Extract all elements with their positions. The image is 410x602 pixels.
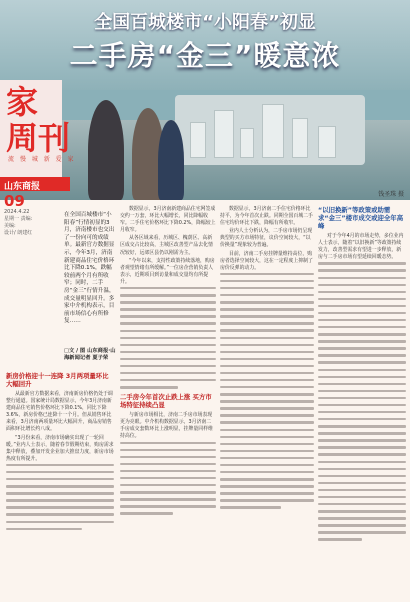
photo-credit: 钱圣珠 摄	[378, 191, 404, 198]
col3-paragraph: 业内人士分析认为，二手房市场仍呈现典型的买方市场特征，议价空间较大，“以价换量”现象较为普遍。	[220, 228, 313, 249]
col1-paragraph: “3月份来看，济南市场确实出现了一轮回暖。”业内人士表示，随着春节假期结束，购房需求集中释放，叠加开发企业加大推盘力度，新房市场热度有所提升。	[6, 434, 114, 462]
column-2	[120, 206, 216, 519]
issue-date-block	[4, 209, 64, 237]
lead-paragraph: 在全国百城楼市“小阳春”行情初显的3月，济南楼市也交出了一份向可的成绩单。最新官方数据显示，今年3月，济南新建商品住宅价格环比下降0.1%，跌幅较前两个月有所收窄；同时，二手房“金三”行情升温，成交量明显回升。多家中介机构表示，目前市场信心有所修复……	[64, 212, 115, 325]
model-building	[214, 110, 234, 158]
col3-heading: “以旧换新”等政策或助需求“金三”楼市成交或迎全年高峰	[318, 206, 404, 230]
model-building	[240, 128, 254, 158]
masthead-title-line: 家	[6, 83, 39, 121]
col1-paragraph: 从最新官方数据来看，济南新房价格仍处于调整行通道。国家统计局数据显示，今年3月济南新建商品住宅销售价格环比下降0.1%，同比下降3.6%，新房价格已连降十一个月。但从销售环比来看，3月济南两项量环比大幅回升，商品房销售面积环比增长约八成。	[6, 391, 113, 433]
col2-heading: 二手房今年首次止跌上涨 买方市场特征持续凸显	[120, 393, 212, 410]
col3-text-lines	[220, 273, 314, 509]
headline-kicker: 全国百城楼市“小阳春”初显	[94, 12, 316, 33]
model-building	[262, 104, 284, 158]
masthead-title-line: 周刊	[6, 119, 71, 157]
person-figure	[88, 100, 124, 200]
column-1	[6, 372, 114, 535]
col2-text-lines	[120, 442, 216, 515]
headline-main: 二手房“金三”暖意浓	[69, 39, 341, 72]
col2-paragraph: 与新房市场相比，济南二手房市场表现更为亮眼。中介机构数据显示，3月济南二手房成交套数环比上涨明显，挂牌量同样维持高位。	[120, 412, 213, 440]
person-figure	[158, 120, 184, 200]
model-building	[190, 122, 206, 158]
col2-paragraph: 数据显示，3月济南新建商品住宅网签成交约一万套，环比大幅增长，同比降幅收窄。二手住宅价格环比下降0.2%，降幅较上月收窄。	[120, 206, 216, 234]
col4-paragraph: 对于今年4月的市场走势，多位业内人士表示，随着“以旧换新”等政策持续发力，改善型需求有望进一步释放，新房与二手房市场有望延续回暖态势。	[318, 233, 404, 261]
column-4	[318, 206, 406, 546]
col2-text-lines	[120, 287, 216, 388]
col1-heading: 新房价格迎十一连降 3月两项量环比大幅回升	[6, 372, 109, 388]
col3-paragraph: 数据显示，3月济南二手住宅价格环比持平，为今年首次止跌。同期全国百城二手住宅均价环比下跌，降幅有所收窄。	[220, 206, 313, 227]
col2-paragraph: “今年以来，支持性政策持续落地，购房者观望情绪有所缓解。”一位房企营销负责人表示，近期项目到访量和成交量均有所提升。	[120, 257, 215, 285]
col2-paragraph: 从各区域来看，历城区、槐荫区、高新区成交占比较高，主城区改善型产品去化情况较好，远郊区县仍以刚需为主。	[120, 235, 213, 256]
masthead-title	[6, 84, 70, 156]
column-3	[220, 206, 314, 514]
issue-date-line: 设计/ 朗建红	[4, 230, 33, 236]
issue-date-line: 美编:	[4, 223, 16, 229]
byline: □文 / 图 山东商报·山海新闻记者 夏子荣	[64, 348, 116, 361]
issue-date-line: 2024.4.22	[4, 209, 30, 215]
model-building	[292, 118, 308, 158]
model-building	[318, 126, 336, 158]
issue-date-line: 星期一 责编:	[4, 216, 33, 222]
page-number: 09	[4, 192, 25, 210]
col1-text-lines	[6, 464, 114, 530]
masthead-subtitle: 流 慢 城 新 爱 家	[8, 156, 76, 163]
col4-text-lines	[318, 262, 406, 540]
paper-name: 山东商报	[4, 182, 41, 192]
col3-paragraph: 目前，济南二手房挂牌量维持高位，购房者选择空间较大，这在一定程度上抑制了房价反弹的动力。	[220, 250, 313, 271]
